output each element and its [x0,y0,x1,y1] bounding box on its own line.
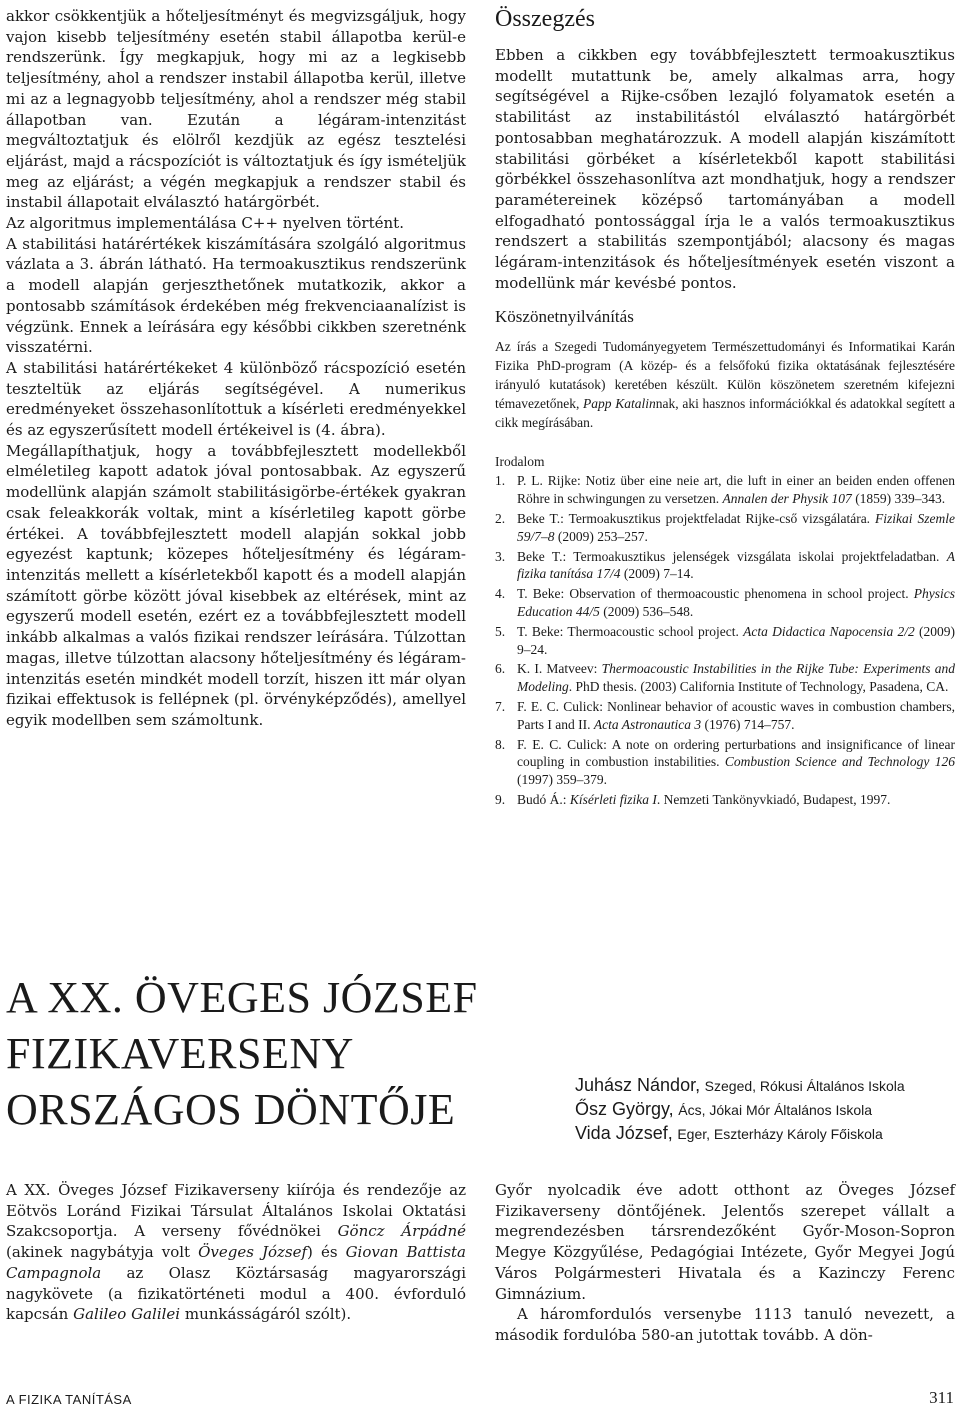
author-entry [575,1098,955,1122]
page-number: 311 [929,1388,954,1407]
references-title: Irodalom [495,454,545,470]
reference-text: Budó Á.: Kísérleti fizika I. Nemzeti Tankönyvkiadó, Budapest, 1997. [517,791,891,807]
reference-item [495,510,955,546]
reference-item [495,585,955,621]
intro-text: ) és [307,1243,346,1262]
reference-text: P. L. Rijke: Notiz über eine neie art, die luft in einer an beiden enden offenen Röhre in schwingungen zu versetzen. Annalen der Physik 107 (1859) 339–343. [517,473,955,507]
reference-number: 9. [495,791,506,807]
reference-number: 5. [495,623,506,639]
paragraph: Győr nyolcadik éve adott otthont az Öveges József Fizikaverseny döntőjének. Jelentős szerepet vállalt a megrendezésben társrendezőként Győr-Moson-Sopron Megye Közgyűlése, Pedagógiai Intézete, Győr Megyei Jogú Város Polgármesteri Hivatala és a Kazinczy Ferenc Gimnázium. [495,1181,955,1303]
intro-text: (akinek nagybátyja volt [6,1243,199,1262]
reference-item [495,660,955,696]
reference-number: 2. [495,511,506,527]
reference-text: Beke T.: Termoakusztikus jelenségek vizsgálata iskolai projektfeladatban. A fizika tanítása 17/4 (2009) 7–14. [517,548,955,582]
reference-item [495,472,955,508]
paragraph: A stabilitási határértékek kiszámítására szolgáló algoritmus vázlata a 3. ábrán látható. Ha termoakusztikus rendszerünk a modell alapján gerjeszthetőnek mutatkozik, akkor a pontosabb számítások érdekében még frekvenciaanalízist is végzünk. Ennek a leírására egy későbbi cikkben szeretnénk visszatérni. [6,234,466,357]
author-entry [575,1074,955,1098]
person-name: Öveges József [198,1243,308,1262]
paragraph [6,1180,466,1325]
reference-text: T. Beke: Thermoacoustic school project. Acta Didactica Napocensia 2/2 (2009) 9–24. [517,623,956,657]
author-list [575,1074,955,1146]
reference-text: T. Beke: Observation of thermoacoustic phenomena in school project. Physics Education 44/5 (2009) 536–548. [517,586,955,620]
author-name: Juhász Nándor, [575,1075,701,1095]
reference-text: F. E. C. Culick: Nonlinear behavior of acoustic waves in combustion chambers, Parts I and II. Acta Astronautica 3 (1976) 714–757. [517,699,955,732]
summary-title: Összegzés [495,6,595,32]
author-entry [575,1122,955,1146]
person-name: Giovan Battista Campagnola [6,1243,466,1282]
paragraph: A stabilitási határértékeket 4 különböző rácspozíció esetén teszteltük az eljárás segítségével. A numerikus eredményeket összehasonlítottuk a kísérleti eredményekkel és az egyszerűsített modell értékeivel is (4. ábra). [6,358,466,440]
paragraph: akkor csökkentjük a hőteljesítményt és megvizsgáljuk, hogy vajon kisebb teljesítmény esetén stabil állapotba kerül-e rendszerünk. Így megkapjuk, hogy mi az a legkisebb teljesítmény, ahol a rendszer instabil állapotba kerül, illetve mi az a legnagyobb teljesítmény, ahol a rendszer még stabil állapotban van. Ezután a légáram-intenzitást megváltoztatjuk és elölről kezdjük az egész tesztelési eljárást, majd a rácspozíciót is változtatjuk és így ismételjük meg az eljárást; a végén megkapjuk a rendszer stabil és instabil állapotait elválasztó határgörbét. [6,7,466,212]
reference-text: K. I. Matveev: Thermoacoustic Instabilities in the Rijke Tube: Experiments and Modeling. PhD thesis. (2003) California Institute of Technology, Pasadena, CA. [517,661,956,695]
reference-number: 7. [495,699,506,714]
summary-text [495,45,955,293]
ack-text-end: nak, aki hasznos információkkal és adatokkal segített a cikk megírásában. [495,396,955,431]
left-column [6,6,466,731]
person-name: Galileo Galilei [73,1305,181,1324]
reference-number: 3. [495,548,506,564]
acknowledgement-text [495,337,955,432]
paragraph: Ebben a cikkben egy továbbfejlesztett termoakusztikus modellt mutattunk be, amely alkalmas arra, hogy segítségével a Rijke-csőben lezajló folyamatok esetén a stabilitást az instabilitástól elválasztó határgörbét pontosabban meghatározzuk. A modell alapján kiszámított stabilitási görbéket a kísérletekből kapott stabilitási görbékkel összehasonlítva azt mondhatjuk, hogy a rendszer paramétereinek középső tartományában a modell elfogadható pontossággal írja le a valós termoakusztikus rendszert a stabilitás szempontjából; alacsony és magas légáram-intenzitások és hőteljesítmények esetén viszont a modellünk már kevésbé pontos. [495,46,955,292]
reference-list [495,472,955,808]
ack-name: Papp Katalin [583,396,656,412]
right-column [495,6,955,811]
article-intro-left [6,1180,466,1325]
paragraph: Az algoritmus implementálása C++ nyelven történt. [6,214,404,233]
reference-number: 6. [495,661,506,677]
article-title-line1: A XX. ÖVEGES JÓZSEF FIZIKAVERSENY [6,973,478,1078]
intro-text: A XX. Öveges József Fizikaverseny kiírója és rendezője az Eötvös Loránd Fizikai Társulat Általános Iskolai Oktatási Szakcsoportja. A verseny fővédnökei [6,1181,466,1241]
reference-number: 8. [495,736,506,752]
paragraph: Megállapíthatjuk, hogy a továbbfejlesztett modellekből elméletileg kapott adatok jóval pontosabbak. Az egyszerű modellünk alapján számolt stabilitásigörbe-értékek gyakran csak feleakkorák voltak, mint a kísérletileg kapott görbe értékei. A továbbfejlesztett modell alapján sokkal jobb egyezést kaptunk; közepes hőteljesítmény és légáram-intenzitás mellett a kísérletekből kapott és a modell alapján számított görbe között jóval kisebbek az eltérések, mint az egyszerű modell esetén, ezért ez a továbbfejlesztett modell inkább alkalmas a valós fizikai rendszer leírására. Túlzottan magas, illetve túlzottan alacsony hőteljesítmény és légáram-intenzitás esetén mindkét modell torzít, hiszen itt már olyan fizikai effektusok is fellépnek (pl. örvényképződés), amellyel egyik modellben sem számoltunk. [6,441,466,729]
author-affiliation: Eger, Eszterházy Károly Főiskola [677,1126,883,1142]
reference-item [495,623,955,659]
author-affiliation: Szeged, Rókusi Általános Iskola [704,1078,905,1094]
article-title-line2: ORSZÁGOS DÖNTŐJE [6,1085,456,1134]
person-name: Göncz Árpádné [337,1222,466,1241]
paragraph: A háromfordulós versenybe 1113 tanuló nevezett, a második fordulóba 580-an jutottak tovább. A dön- [495,1305,955,1344]
reference-item [495,736,955,789]
intro-text: az Olasz Köztársaság magyarországi nagykövete (a fizikatörténeti modul a 400. évforduló kapcsán [6,1263,466,1324]
reference-item [495,791,955,809]
author-affiliation: Ács, Jókai Mór Általános Iskola [678,1102,873,1118]
author-name: Ősz György, [575,1099,674,1119]
author-name: Vida József, [575,1123,673,1143]
reference-number: 1. [495,473,506,489]
reference-text: Beke T.: Termoakusztikus projektfeladat Rijke-cső vizsgálatára. Fizikai Szemle 59/7–8 (2009) 253–257. [517,511,956,544]
article-intro-right [495,1180,955,1346]
acknowledgement-title: Köszönetnyilvánítás [495,307,634,327]
reference-item [495,548,955,584]
journal-name: A FIZIKA TANÍTÁSA [6,1392,132,1407]
reference-number: 4. [495,586,506,602]
reference-text: F. E. C. Culick: A note on ordering perturbations and insignificance of linear coupling in combustion instabilities. Combustion Science and Technology 126 (1997) 359–379. [517,736,955,788]
ack-text-start: Az írás a Szegedi Tudományegyetem Természettudományi és Informatikai Karán Fizika PhD-program (A közép- és a felsőfokú fizika oktatásának fejlesztésére irányuló kutatások) keretében készült. Külön köszönetem szeretném kifejezni témavezetőnek, [495,339,955,412]
reference-item [495,698,955,734]
intro-text: munkásságáról szólt). [180,1305,352,1324]
